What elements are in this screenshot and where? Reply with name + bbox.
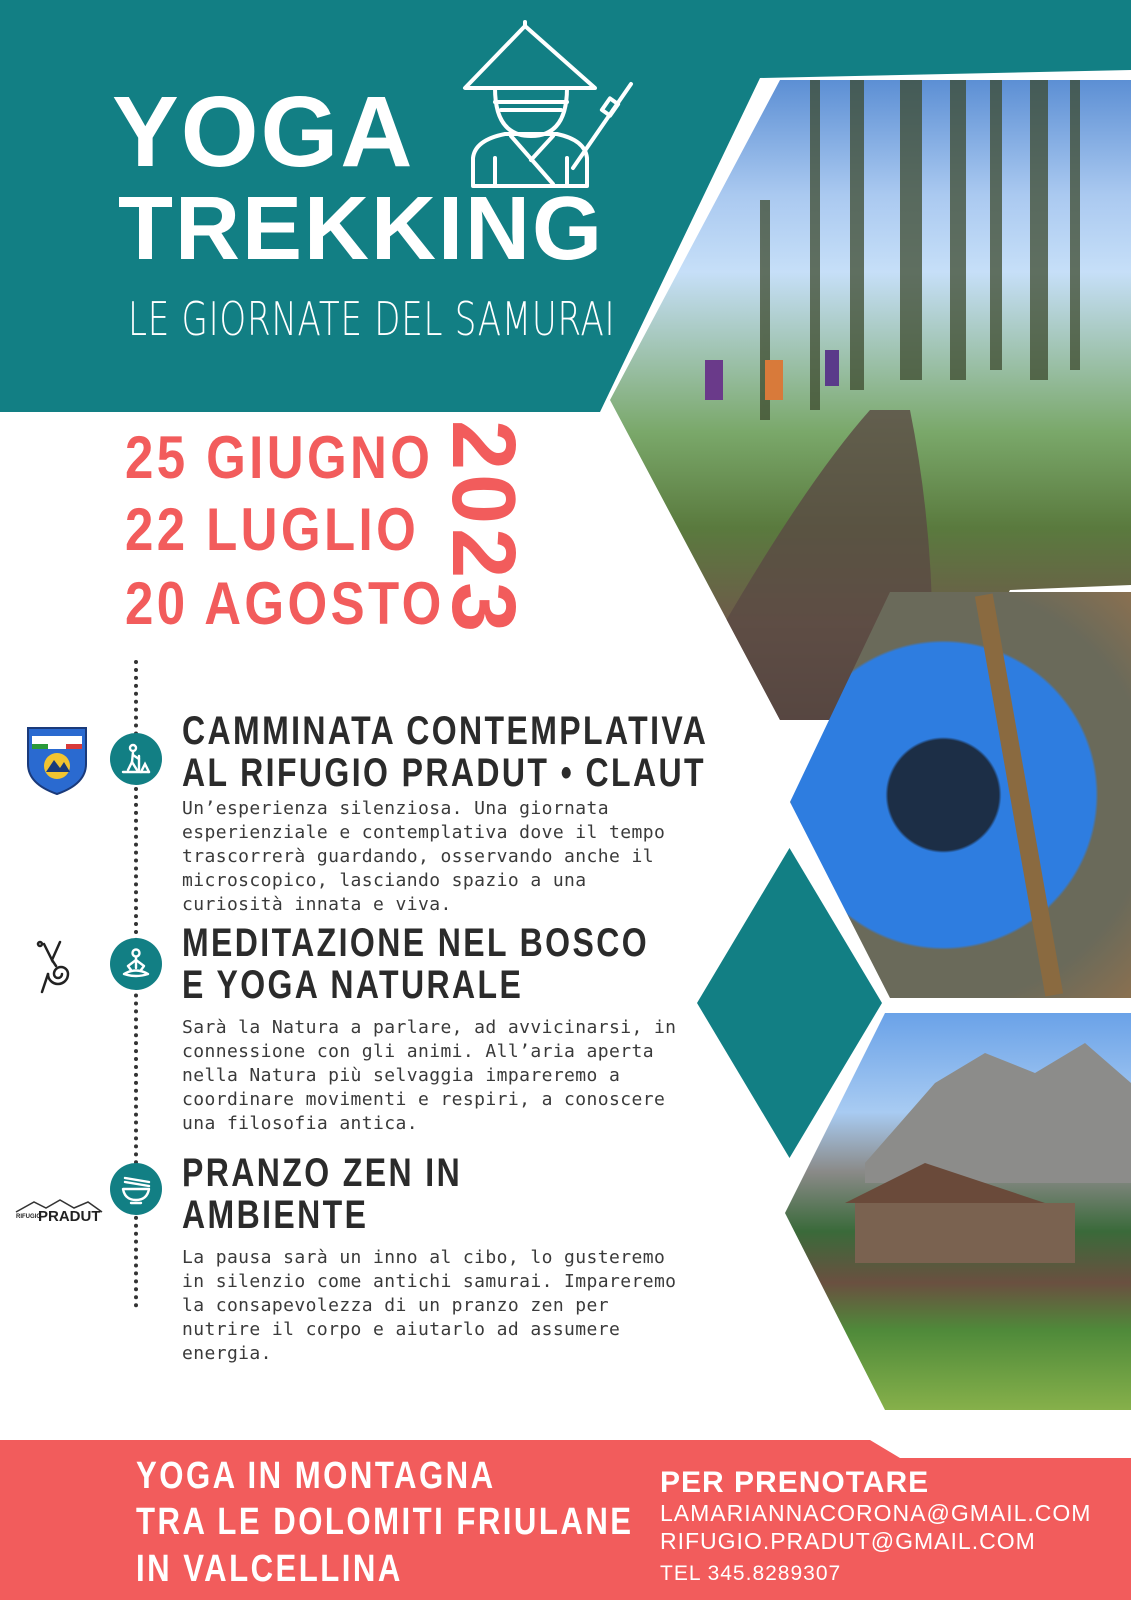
footer-line-1: YOGA IN MONTAGNA — [136, 1455, 496, 1497]
meditation-icon — [110, 938, 162, 990]
bowl-chopsticks-icon — [110, 1163, 162, 1215]
section-body-pranzo: La pausa sarà un inno al cibo, lo gusteremo in silenzio come antichi samurai. Impareremo la consapevolezza di un pranzo zen per nutrire il corpo e aiutarlo ad assumere energia. — [182, 1247, 677, 1364]
section-title-camminata: CAMMINATA CONTEMPLATIVA AL RIFUGIO PRADUT • CLAUT — [182, 709, 709, 795]
hiker-icon — [110, 733, 162, 785]
subtitle: LE GIORNATE DEL SAMURAI — [128, 292, 616, 346]
year-vertical: 2023 — [433, 420, 533, 637]
booking-title: PER PRENOTARE — [660, 1466, 930, 1499]
spiral-figure-logo — [34, 938, 80, 996]
email-2[interactable]: RIFUGIO.PRADUT@GMAIL.COM — [660, 1528, 1036, 1554]
title-trekking: TREKKING — [118, 179, 604, 279]
rifugio-logo-small-text: RIFUGIO — [16, 1214, 41, 1220]
date-2: 22 LUGLIO — [125, 496, 420, 563]
samurai-icon — [455, 18, 635, 198]
section-title-pranzo: PRANZO ZEN IN AMBIENTE — [182, 1151, 463, 1237]
rifugio-logo-text: PRADUT — [38, 1208, 101, 1225]
footer-line-2: TRA LE DOLOMITI FRIULANE — [136, 1501, 634, 1543]
section-body-meditazione: Sarà la Natura a parlare, ad avvicinarsi, in connessione con gli animi. All’aria aperta nella Natura più selvaggia impareremo a coordinare movimenti e respiri, a conoscere una filosofia antica. — [182, 1017, 677, 1134]
date-1: 25 GIUGNO — [125, 424, 434, 491]
phone-number[interactable]: TEL 345.8289307 — [660, 1562, 842, 1585]
footer-line-3: IN VALCELLINA — [136, 1548, 403, 1590]
rifugio-pradut-logo — [14, 1198, 104, 1232]
email-1[interactable]: LAMARIANNACORONA@GMAIL.COM — [660, 1500, 1092, 1526]
title-yoga: YOGA — [112, 76, 415, 188]
section-title-meditazione: MEDITAZIONE NEL BOSCO E YOGA NATURALE — [182, 921, 650, 1007]
section-body-camminata: Un’esperienza silenziosa. Una giornata esperienziale e contemplativa dove il tempo trascorrerà guardando, osservando anche il microscopico, lasciando spazio a una curiosità innata e viva. — [182, 798, 666, 915]
guide-badge-logo — [24, 724, 90, 796]
date-3: 20 AGOSTO — [125, 570, 445, 637]
